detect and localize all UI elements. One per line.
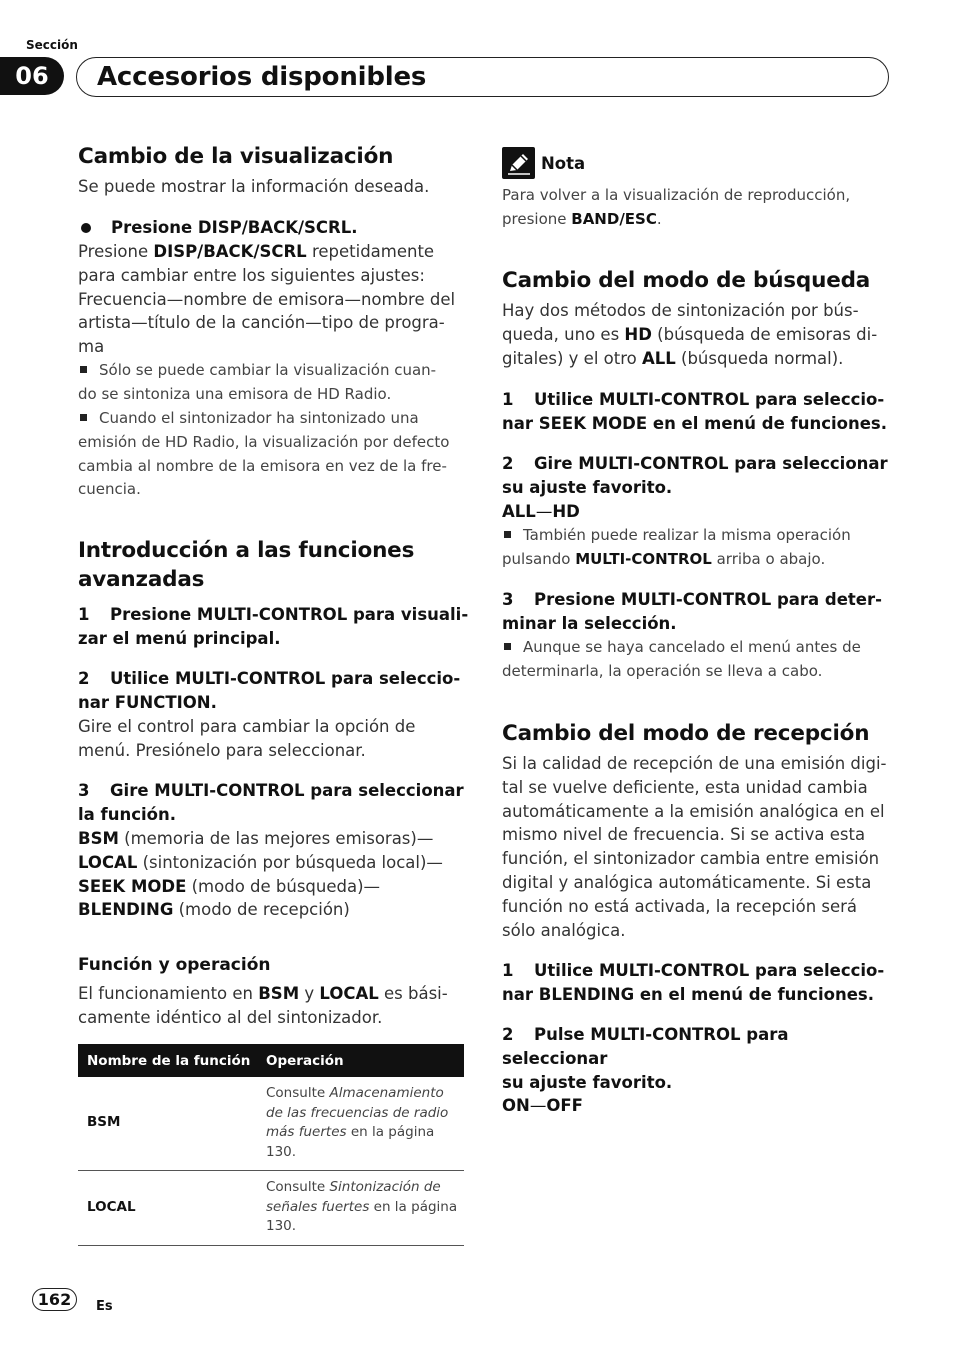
table-cell-operation: Consulte Sintonización de señales fuertes en la página 130. bbox=[257, 1171, 464, 1246]
table-cell-name: BSM bbox=[78, 1077, 257, 1171]
busqueda-note-1: También puede realizar la misma operación pulsando MULTI-CONTROL arriba o abajo. bbox=[502, 526, 851, 568]
function-options: BSM (memoria de las mejores emisoras)— LOCAL (sintonización por búsqueda local)— SEEK MODE (modo de búsqueda)— BLENDING (modo de recepción) bbox=[78, 829, 443, 920]
busqueda-step-3: 3 Presione MULTI-CONTROL para deter- minar la selección. bbox=[502, 590, 882, 633]
page-number: 162 bbox=[32, 1288, 77, 1311]
nota-label: Nota bbox=[541, 153, 586, 173]
note-hd-only: Sólo se puede cambiar la visualización cuan- do se sintoniza una emisora de HD Radio. bbox=[78, 361, 437, 403]
recepcion-paragraph: Si la calidad de recepción de una emisión digi- tal se vuelve deficiente, esta unidad cambia automáticamente a la emisión analógica en el mismo nivel de frecuencia. Si se activa esta función, el sintonizador cambia entre emisión digital y analógica automáticamente. Si esta función no está activada, la recepción será sólo analógica. bbox=[502, 754, 887, 940]
table-cell-name: LOCAL bbox=[78, 1171, 257, 1246]
heading-funciones-avanzadas: Introducción a las funciones avanzadas bbox=[78, 538, 415, 592]
square-bullet-icon bbox=[504, 643, 511, 650]
nota-text: Para volver a la visualización de reproducción, presione BAND/ESC. bbox=[502, 186, 851, 228]
busqueda-step-1: 1 Utilice MULTI-CONTROL para seleccio- nar SEEK MODE en el menú de funciones. bbox=[502, 390, 887, 433]
table-row bbox=[78, 1171, 464, 1246]
disp-paragraph: Presione DISP/BACK/SCRL repetidamente para cambiar entre los siguientes ajustes: Frecuencia—nombre de emisora—nombre del artista—título de la canción—tipo de progra- ma bbox=[78, 242, 456, 357]
nota-header bbox=[502, 147, 585, 179]
funcion-paragraph: El funcionamiento en BSM y LOCAL es bási- camente idéntico al del sintonizador. bbox=[78, 984, 448, 1027]
section-label: Sección bbox=[26, 38, 78, 52]
section-title: Accesorios disponibles bbox=[97, 62, 427, 92]
square-bullet-icon bbox=[80, 366, 87, 373]
step-2-text: Gire el control para cambiar la opción de menú. Presiónelo para seleccionar. bbox=[78, 717, 416, 760]
heading-modo-busqueda: Cambio del modo de búsqueda bbox=[502, 268, 871, 293]
busqueda-step-2: 2 Gire MULTI-CONTROL para seleccionar su ajuste favorito. ALL—HD bbox=[502, 454, 888, 521]
recepcion-step-2: 2 Pulse MULTI-CONTROL para seleccionar su ajuste favorito. ON—OFF bbox=[502, 1025, 789, 1116]
note-hd-default: Cuando el sintonizador ha sintonizado una emisión de HD Radio, la visualización por defecto cambia al nombre de la emisora en vez de la fre- cuencia. bbox=[78, 409, 450, 499]
language-code: Es bbox=[96, 1299, 113, 1314]
section-number-badge: 06 bbox=[0, 57, 64, 95]
square-bullet-icon bbox=[80, 414, 87, 421]
heading-modo-recepcion: Cambio del modo de recepción bbox=[502, 721, 870, 746]
function-table bbox=[78, 1044, 464, 1246]
heading-funcion-operacion: Función y operación bbox=[78, 955, 271, 975]
step-1-menu: 1 Presione MULTI-CONTROL para visuali- zar el menú principal. bbox=[78, 605, 469, 648]
table-row bbox=[78, 1077, 464, 1171]
table-header-operation: Operación bbox=[257, 1044, 464, 1077]
busqueda-paragraph: Hay dos métodos de sintonización por bús- queda, uno es HD (búsqueda de emisoras di- gitales) y el otro ALL (búsqueda normal). bbox=[502, 301, 878, 368]
heading-cambio-visualizacion: Cambio de la visualización bbox=[78, 144, 394, 169]
step-2-function: 2 Utilice MULTI-CONTROL para seleccio- nar FUNCTION. bbox=[78, 669, 461, 712]
busqueda-note-2: Aunque se haya cancelado el menú antes de determinarla, la operación se lleva a cabo. bbox=[502, 638, 861, 680]
table-header-name: Nombre de la función bbox=[78, 1044, 257, 1077]
pencil-icon bbox=[502, 147, 535, 179]
step-3-function: 3 Gire MULTI-CONTROL para seleccionar la función. bbox=[78, 781, 464, 824]
table-cell-operation: Consulte Almacenamiento de las frecuencias de radio más fuertes en la página 130. bbox=[257, 1077, 464, 1171]
intro-text: Se puede mostrar la información deseada. bbox=[78, 177, 430, 196]
square-bullet-icon bbox=[504, 531, 511, 538]
section-title-bar bbox=[76, 57, 889, 97]
bullet-step: Presione DISP/BACK/SCRL. bbox=[78, 216, 358, 240]
recepcion-step-1: 1 Utilice MULTI-CONTROL para seleccio- nar BLENDING en el menú de funciones. bbox=[502, 961, 885, 1004]
bullet-dot-icon bbox=[81, 223, 91, 233]
